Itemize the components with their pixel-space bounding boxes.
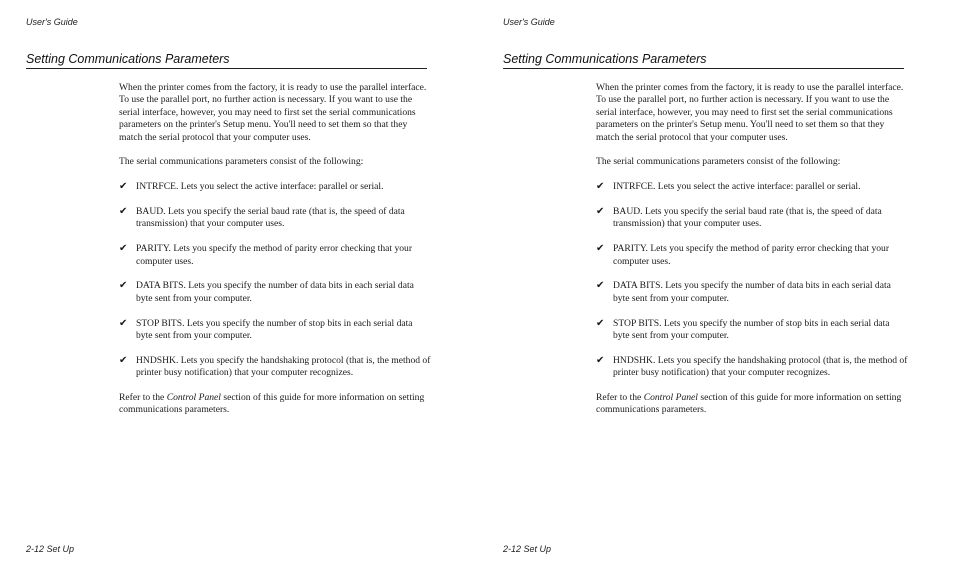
- list-item-text: INTRFCE. Lets you select the active interface: parallel or serial.: [136, 181, 384, 193]
- control-panel-reference: Control Panel: [166, 392, 221, 404]
- list-item: [596, 206, 908, 231]
- checkmark-icon: ✔: [596, 280, 605, 292]
- list-item-text: DATA BITS. Lets you specify the number of data bits in each serial data byte sent from your computer.: [613, 280, 891, 304]
- list-item: [596, 318, 908, 343]
- control-panel-reference: Control Panel: [643, 392, 698, 404]
- list-item: [596, 243, 908, 268]
- list-item: [596, 280, 908, 305]
- running-head: User's Guide: [26, 17, 78, 27]
- list-item: [119, 280, 431, 305]
- list-item: [119, 355, 431, 380]
- list-item-text: INTRFCE. Lets you select the active interface: parallel or serial.: [613, 181, 861, 193]
- intro-paragraph: When the printer comes from the factory, it is ready to use the parallel interface. To use the parallel port, no further action is necessary. If you want to use the serial interface, however, you may need to first set the serial communications parameters on the printer's Setup menu. You'll need to set them so that they match the serial protocol that your computer uses.: [119, 82, 427, 143]
- list-item-text: BAUD. Lets you specify the serial baud rate (that is, the speed of data transmission) that your computer uses.: [136, 206, 405, 230]
- list-item-text: HNDSHK. Lets you specify the handshaking protocol (that is, the method of printer busy notification) that your computer recognizes.: [136, 354, 431, 379]
- closing-pre: Refer to the: [119, 392, 167, 404]
- list-item-text: PARITY. Lets you specify the method of parity error checking that your computer uses.: [613, 243, 890, 267]
- checkmark-icon: ✔: [596, 243, 605, 255]
- page-footer: 2-12 Set Up: [503, 544, 552, 554]
- list-item: [119, 181, 431, 193]
- list-intro: The serial communications parameters consist of the following:: [119, 156, 364, 168]
- list-item: [119, 243, 431, 268]
- list-item-text: STOP BITS. Lets you specify the number of stop bits in each serial data byte sent from your computer.: [136, 317, 413, 342]
- checkmark-icon: ✔: [596, 181, 605, 193]
- checkmark-icon: ✔: [119, 280, 128, 292]
- list-item-text: HNDSHK. Lets you specify the handshaking protocol (that is, the method of printer busy notification) that your computer recognizes.: [613, 354, 908, 379]
- list-item: [119, 206, 431, 231]
- section-title: Setting Communications Parameters: [503, 52, 904, 69]
- page-right: [477, 0, 954, 580]
- section-title: Setting Communications Parameters: [26, 52, 427, 69]
- list-intro: The serial communications parameters consist of the following:: [596, 156, 841, 168]
- checkmark-icon: ✔: [119, 243, 128, 255]
- checkmark-icon: ✔: [119, 206, 128, 218]
- checkmark-icon: ✔: [119, 354, 128, 366]
- checkmark-icon: ✔: [119, 317, 128, 329]
- page-footer: 2-12 Set Up: [26, 544, 75, 554]
- running-head: User's Guide: [503, 17, 555, 27]
- list-item: [119, 318, 431, 343]
- checkmark-icon: ✔: [596, 354, 605, 366]
- parameter-list: [119, 181, 431, 379]
- list-item: [596, 181, 908, 193]
- closing-post: section of this guide for more information on setting communications parameters.: [596, 392, 902, 416]
- list-item: [596, 355, 908, 380]
- list-item-text: DATA BITS. Lets you specify the number of data bits in each serial data byte sent from your computer.: [136, 280, 414, 304]
- body-text: [119, 82, 431, 429]
- list-item-text: BAUD. Lets you specify the serial baud rate (that is, the speed of data transmission) that your computer uses.: [613, 206, 882, 230]
- checkmark-icon: ✔: [119, 181, 128, 193]
- checkmark-icon: ✔: [596, 206, 605, 218]
- closing-post: section of this guide for more information on setting communications parameters.: [119, 392, 425, 416]
- checkmark-icon: ✔: [596, 317, 605, 329]
- closing-paragraph: [119, 392, 431, 417]
- body-text: [596, 82, 908, 429]
- closing-pre: Refer to the: [596, 392, 644, 404]
- list-item-text: STOP BITS. Lets you specify the number of stop bits in each serial data byte sent from your computer.: [613, 317, 890, 342]
- parameter-list: [596, 181, 908, 379]
- closing-paragraph: [596, 392, 908, 417]
- list-item-text: PARITY. Lets you specify the method of parity error checking that your computer uses.: [136, 243, 413, 267]
- intro-paragraph: When the printer comes from the factory, it is ready to use the parallel interface. To use the parallel port, no further action is necessary. If you want to use the serial interface, however, you may need to first set the serial communications parameters on the printer's Setup menu. You'll need to set them so that they match the serial protocol that your computer uses.: [596, 82, 904, 143]
